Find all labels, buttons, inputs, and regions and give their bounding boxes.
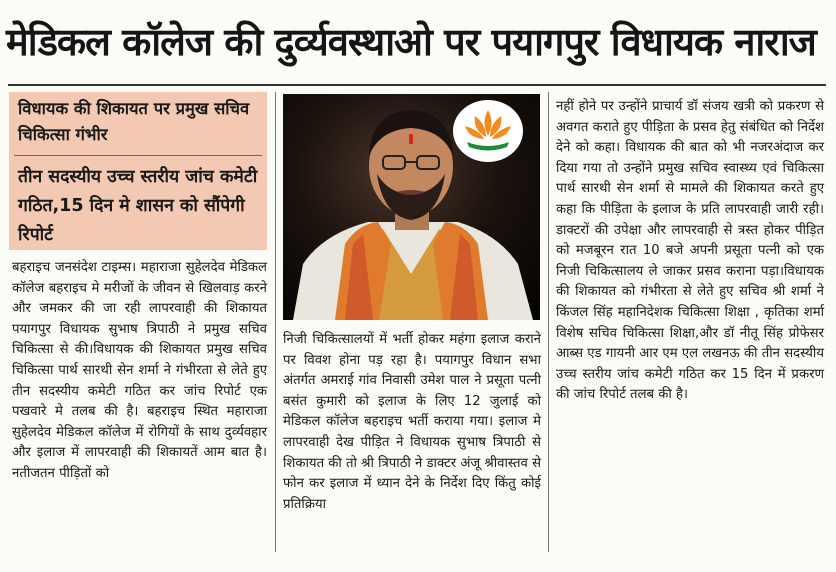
article-column-3: नहीं होने पर उन्होंने प्राचार्य डॉ संजय खत्री को प्रकरण से अवगत कराते हुए पीड़िता के प्रसव हेतु संबंधित को निर्देश देने को कहा। विधायक की बात को भी नजरअंदाज कर दिया गया तो उन्होंने प्रमुख सचिव स्वास्थ्य एवं चिकित्सा पार्थ सारथी सेन शर्मा से मामले की शिकायत करते हुए कहा कि पीड़िता के इलाज के प्रति लापरवाही जारी रही।डाक्टरों की उपेक्षा और लापरवाही से त्रस्त होकर पीड़ित को मजबूरन रात 10 बजे अपनी प्रसूता पत्नी को एक निजी चिकित्सालय ले जाकर प्रसव कराना पड़ा।विधायक की शिकायत को गंभीरता से लेते हुए सचिव श्री शर्मा ने किंजल सिंह महानिदेशक चिकित्सा शिक्षा , कृतिका शर्मा विशेष सचिव चिकित्सा शिक्षा,और डॉ नीतू सिंह प्रोफेसर आब्स एड गायनी आर एम एल लखनऊ की तीन सदस्यीय उच्च स्तरीय जांच कमेटी गठित कर 15 दिन में प्रकरण की जांच रिपोर्ट तलब की है। bbox=[556, 99, 824, 403]
politician-photo bbox=[283, 94, 540, 320]
subheading-secondary: तीन सदस्यीय उच्च स्तरीय जांच कमेटी गठित,15 दिन मे शासन को सौंपेगी रिपोर्ट bbox=[18, 167, 258, 245]
column-divider-1 bbox=[275, 92, 276, 552]
bjp-lotus-logo bbox=[453, 100, 523, 162]
column-divider-2 bbox=[548, 92, 549, 552]
article-column-2: निजी चिकित्सालयों में भर्ती होकर महंगा इलाज कराने पर विवश होना पड़ रहा है। पयागपुर विधान सभा अंतर्गत अमराई गांव निवासी उमेश पाल ने प्रसूता पत्नी बसंत कुमारी को इलाज के लिए 12 जुलाई को मेडिकल कॉलेज बहराइच भर्ती कराया गया। इलाज मे लापरवाही देख पीड़ित ने विधायक सुभाष त्रिपाठी से शिकायत की तो श्री त्रिपाठी ने डाक्टर अंजू श्रीवास्तव से फोन कर इलाज में ध्यान देने के निर्देश दिए किंतु कोई प्रतिक्रिया bbox=[283, 332, 541, 512]
headline: मेडिकल कॉलेज की दुर्व्यवस्थाओ पर पयागपुर विधायक नाराज bbox=[6, 20, 816, 64]
headline-rule bbox=[8, 84, 826, 86]
article-column-1: बहराइच जनसंदेश टाइम्स। महाराजा सुहेलदेव मेडिकल कॉलेज बहराइच मे मरीजों के जीवन से खिलवाड़ करने और जमकर की जा रही लापरवाही की शिकायत पयागपुर विधायक सुभाष त्रिपाठी ने प्रमुख सचिव चिकित्सा से की।विधायक की शिकायत प्रमुख सचिव चिकित्सा पार्थ सारथी सेन शर्मा ने गंभीरता से लेते हुए तीन सदस्यीय कमेटी गठित कर जांच रिपोर्ट एक पखवारे मे तलब की है। बहराइच स्थित महाराजा सुहेलदेव मेडिकल कॉलेज में रोगियों के साथ दुर्व्यवहार और इलाज में लापरवाही की शिकायतें आम बात है।नतीजतन पीड़ितों को bbox=[12, 260, 267, 481]
lotus-icon bbox=[453, 100, 523, 162]
subheading-divider bbox=[14, 155, 262, 156]
subheading-primary: विधायक की शिकायत पर प्रमुख सचिव चिकित्सा गंभीर bbox=[18, 99, 250, 144]
